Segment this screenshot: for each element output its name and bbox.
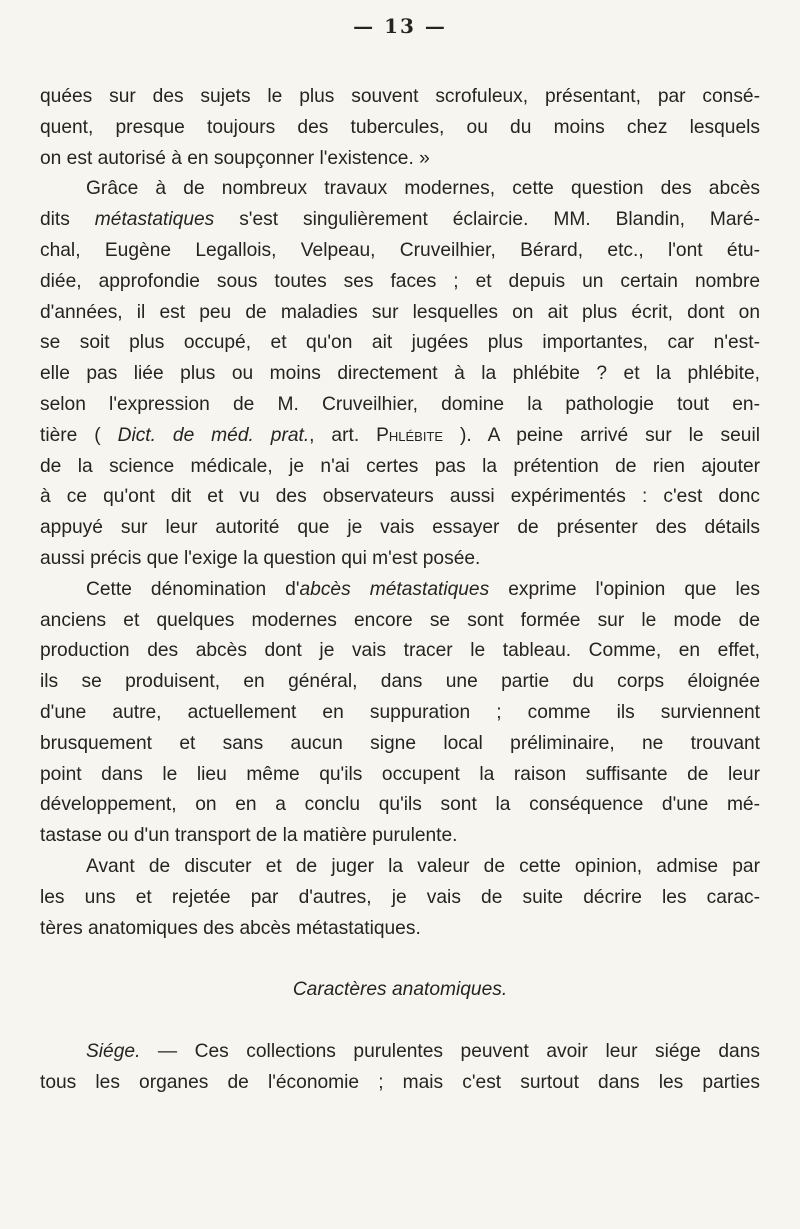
spacer [40,944,760,975]
citation-title: Dict. de méd. prat. [117,424,310,446]
text-line: point dans le lieu même qu'ils occupent la raison suffisante de leur [40,763,760,785]
subsection-label: Siége. [86,1040,141,1062]
text-line: tastase ou d'un transport de la matière purulente. [40,825,458,847]
section-heading: Caractères anatomiques. [292,979,508,1001]
text-line: chal, Eugène Legallois, Velpeau, Cruveilhier, Bérard, etc., l'ont étu- [40,239,760,261]
text-line: d'années, il est peu de maladies sur lesquelles on ait plus écrit, dont on [40,301,760,323]
text-line: ils se produisent, en général, dans une partie du corps éloignée [40,671,760,693]
paragraph-start-line: Siége. — Ces collections purulentes peuvent avoir leur siége dans [86,1040,760,1062]
text-line: de la science médicale, je n'ai certes pas la prétention de rien ajouter [40,455,760,477]
text-line: les uns et rejetée par d'autres, je vais de suite décrire les carac- [40,886,760,908]
text-line: diée, approfondie sous toutes ses faces ; et depuis un certain nombre [40,270,760,292]
paragraph-start-line: Cette dénomination d'abcès métastatiques exprime l'opinion que les [86,578,760,600]
paragraph-start-line: Avant de discuter et de juger la valeur de cette opinion, admise par [86,855,760,877]
text-line: à ce qu'ont dit et vu des observateurs aussi expérimentés : c'est donc [40,486,760,508]
text-line: tères anatomiques des abcès métastatiques. [40,917,421,939]
text-line: tous les organes de l'économie ; mais c'est surtout dans les parties [40,1071,760,1093]
text-line: on est autorisé à en soupçonner l'existence. » [40,147,430,169]
body-text [40,82,760,1098]
text-line: brusquement et sans aucun signe local préliminaire, ne trouvant [40,732,760,754]
page-number: — 13 — [353,14,447,38]
paragraph-start-line: Grâce à de nombreux travaux modernes, cette question des abcès [86,178,760,200]
text-line: se soit plus occupé, et qu'on ait jugées plus importantes, car n'est- [40,332,760,354]
text-line: anciens et quelques modernes encore se sont formée sur le mode de [40,609,760,631]
text-line: aussi précis que l'exige la question qui m'est posée. [40,547,481,569]
text-line: tière ( Dict. de méd. prat., art. Phlébite ). A peine arrivé sur le seuil [40,424,760,446]
text-line: elle pas liée plus ou moins directement à la phlébite ? et la phlébite, [40,363,760,385]
text-line: quées sur des sujets le plus souvent scrofuleux, présentant, par consé- [40,86,760,107]
spacer [40,1006,760,1037]
text-line: développement, on en a conclu qu'ils sont la conséquence d'une mé- [40,794,760,816]
italic-term: abcès métastatiques [299,578,490,600]
text-line: appuyé sur leur autorité que je vais essayer de présenter des détails [40,517,760,539]
text-line: selon l'expression de M. Cruveilhier, domine la pathologie tout en- [40,393,760,415]
italic-term: métastatiques [94,209,215,231]
citation-article: Phlébite [376,424,444,446]
text-line: production des abcès dont je vais tracer le tableau. Comme, en effet, [40,640,760,662]
text-line: quent, presque toujours des tubercules, ou du moins chez lesquels [40,116,760,138]
text-line: d'une autre, actuellement en suppuration ; comme ils surviennent [40,701,760,723]
text-line: dits métastatiques s'est singulièrement éclaircie. MM. Blandin, Maré- [40,209,760,231]
